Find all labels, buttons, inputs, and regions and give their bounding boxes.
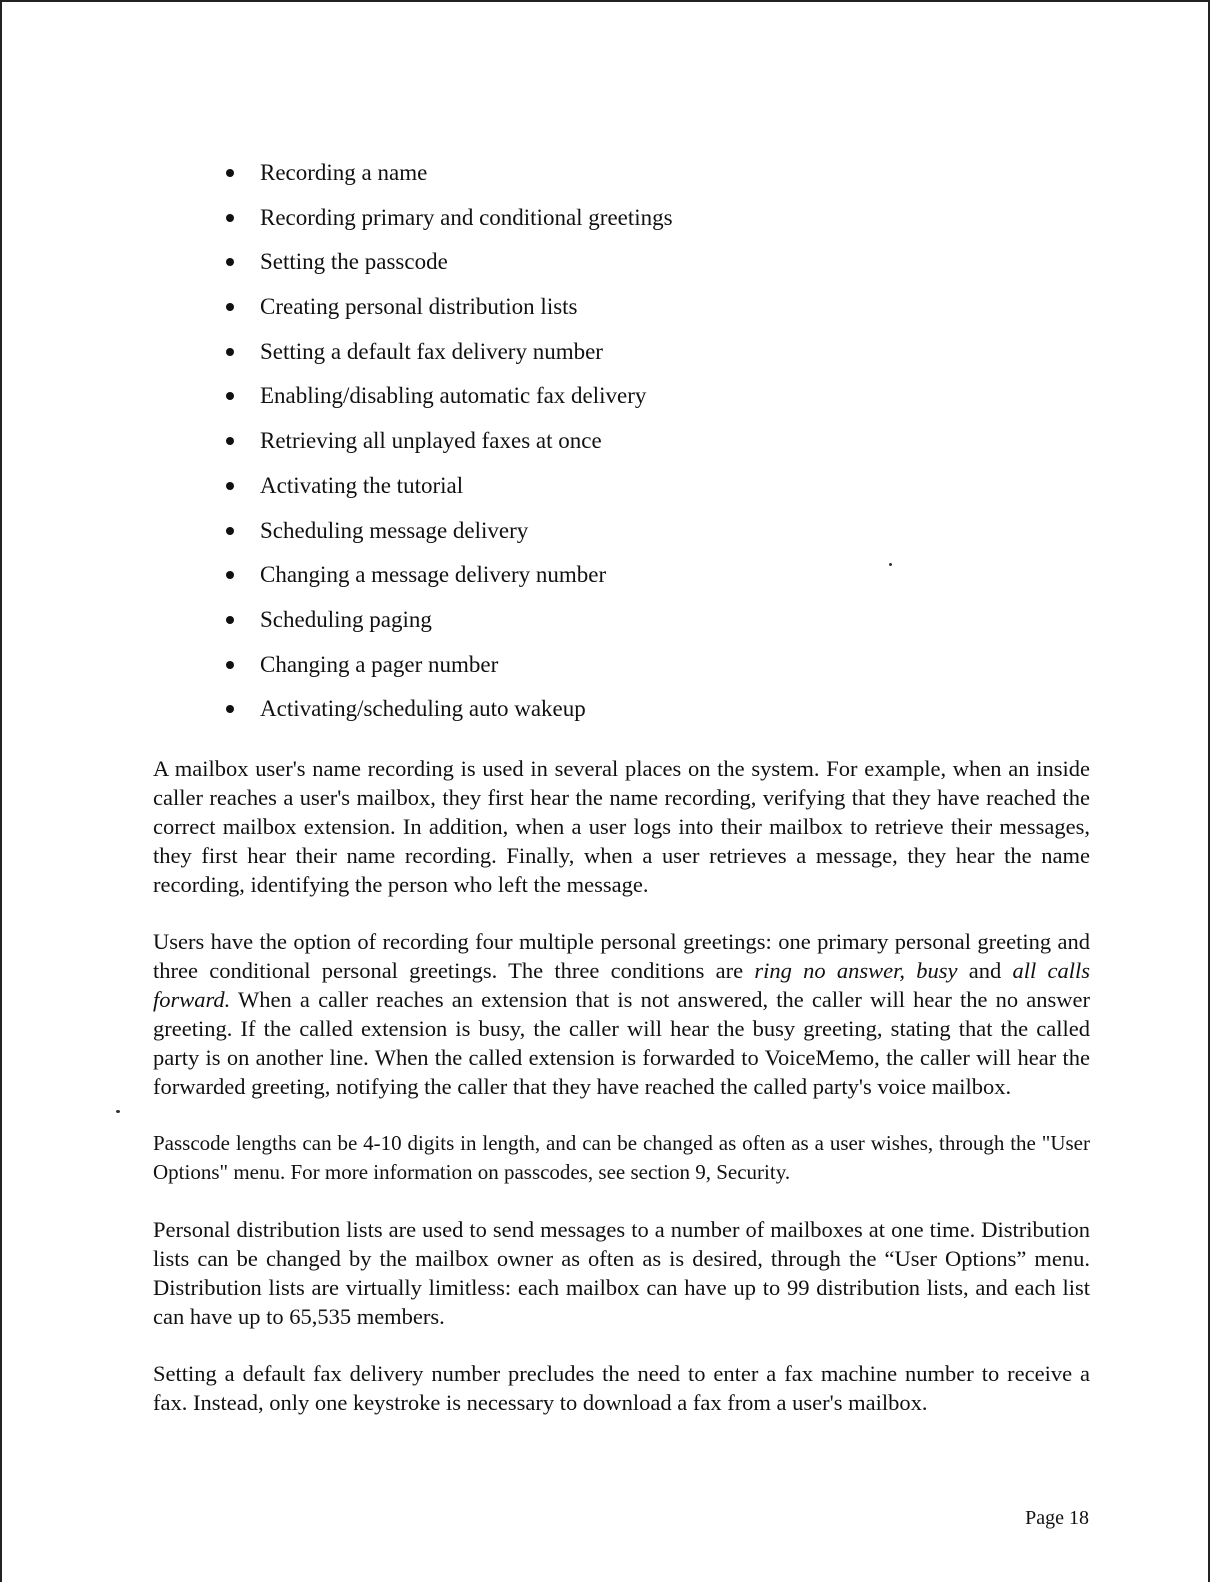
list-item: [222, 603, 673, 648]
list-item-text: Scheduling paging: [260, 606, 432, 632]
list-item-text: Changing a pager number: [260, 651, 499, 677]
bullet-icon: [226, 527, 234, 535]
list-item: [222, 648, 673, 693]
bullet-icon: [226, 303, 234, 311]
list-item-text: Activating/scheduling auto wakeup: [260, 696, 586, 722]
scan-speck: [116, 1110, 120, 1113]
bullet-icon: [226, 348, 234, 356]
list-item: [222, 424, 673, 469]
list-item: [222, 692, 673, 737]
bullet-icon: [226, 616, 234, 624]
bullet-icon: [226, 258, 234, 266]
greetings-text-3: When a caller reaches an extension that is not answered, the caller will hear the no answer greeting. If the called extension is busy, the caller will hear the busy greeting, stating that the called party is on another line. When the called extension is forwarded to VoiceMemo, the caller will hear the forwarded greeting, notifying the caller that they have reached the called party's voice mailbox.: [153, 987, 1090, 1099]
scan-speck: [889, 563, 892, 566]
list-item-text: Setting the passcode: [260, 249, 448, 275]
list-item: [222, 201, 673, 246]
list-item: [222, 245, 673, 290]
paragraph-distribution-lists: Personal distribution lists are used to send messages to a number of mailboxes at one time. Distribution lists can be changed by the mailbox owner as often as is desired, through the “User Options” menu. Distribution lists are virtually limitless: each mailbox can have up to 99 distribution lists, and each list can have up to 65,535 members.: [153, 1217, 1090, 1329]
greetings-text-1: Users have the option of recording four multiple personal greetings: one primary personal greeting and three conditional personal greetings. The three conditions are: [153, 929, 1090, 983]
list-item-text: Recording primary and conditional greetings: [260, 204, 673, 230]
paragraph-name-recording: A mailbox user's name recording is used in several places on the system. For example, when an inside caller reaches a user's mailbox, they first hear the name recording, verifying that they have reached the correct mailbox extension. In addition, when a user logs into their mailbox to retrieve their messages, they first hear their name recording. Finally, when a user retrieves a message, they hear the name recording, identifying the person who left the message.: [153, 756, 1090, 897]
list-item-text: Activating the tutorial: [260, 472, 464, 498]
bullet-icon: [226, 661, 234, 669]
list-item: [222, 156, 673, 201]
greetings-conditions-italic: ring no answer, busy: [754, 958, 958, 983]
list-item: [222, 558, 673, 603]
list-item-text: Setting a default fax delivery number: [260, 338, 603, 364]
page-number: Page 18: [1025, 1507, 1089, 1529]
list-item-text: Scheduling message delivery: [260, 517, 529, 543]
bullet-icon: [226, 705, 234, 713]
bullet-icon: [226, 392, 234, 400]
list-item-text: Creating personal distribution lists: [260, 294, 578, 320]
paragraph-greetings: [153, 927, 1090, 1101]
list-item: [222, 469, 673, 514]
greetings-forward-italic: all calls forward.: [153, 958, 1090, 1012]
list-item: [222, 514, 673, 559]
list-item: [222, 335, 673, 380]
list-item: [222, 379, 673, 424]
list-item-text: Retrieving all unplayed faxes at once: [260, 428, 602, 454]
paragraph-fax-delivery: Setting a default fax delivery number precludes the need to enter a fax machine number to receive a fax. Instead, only one keystroke is necessary to download a fax from a user's mailbox.: [153, 1361, 1090, 1415]
bullet-icon: [226, 214, 234, 222]
bullet-icon: [226, 482, 234, 490]
greetings-text-2: and: [957, 958, 1013, 983]
list-item-text: Changing a message delivery number: [260, 562, 607, 588]
list-item: [222, 290, 673, 335]
list-item-text: Recording a name: [260, 160, 428, 185]
feature-list: [222, 156, 673, 737]
bullet-icon: [226, 169, 234, 177]
paragraph-passcode: Passcode lengths can be 4-10 digits in length, and can be changed as often as a user wishes, through the "User Options" menu. For more information on passcodes, see section 9, Security.: [153, 1131, 1090, 1184]
body-text: [153, 754, 1090, 1445]
bullet-icon: [226, 437, 234, 445]
list-item-text: Enabling/disabling automatic fax delivery: [260, 383, 647, 409]
bullet-icon: [226, 571, 234, 579]
